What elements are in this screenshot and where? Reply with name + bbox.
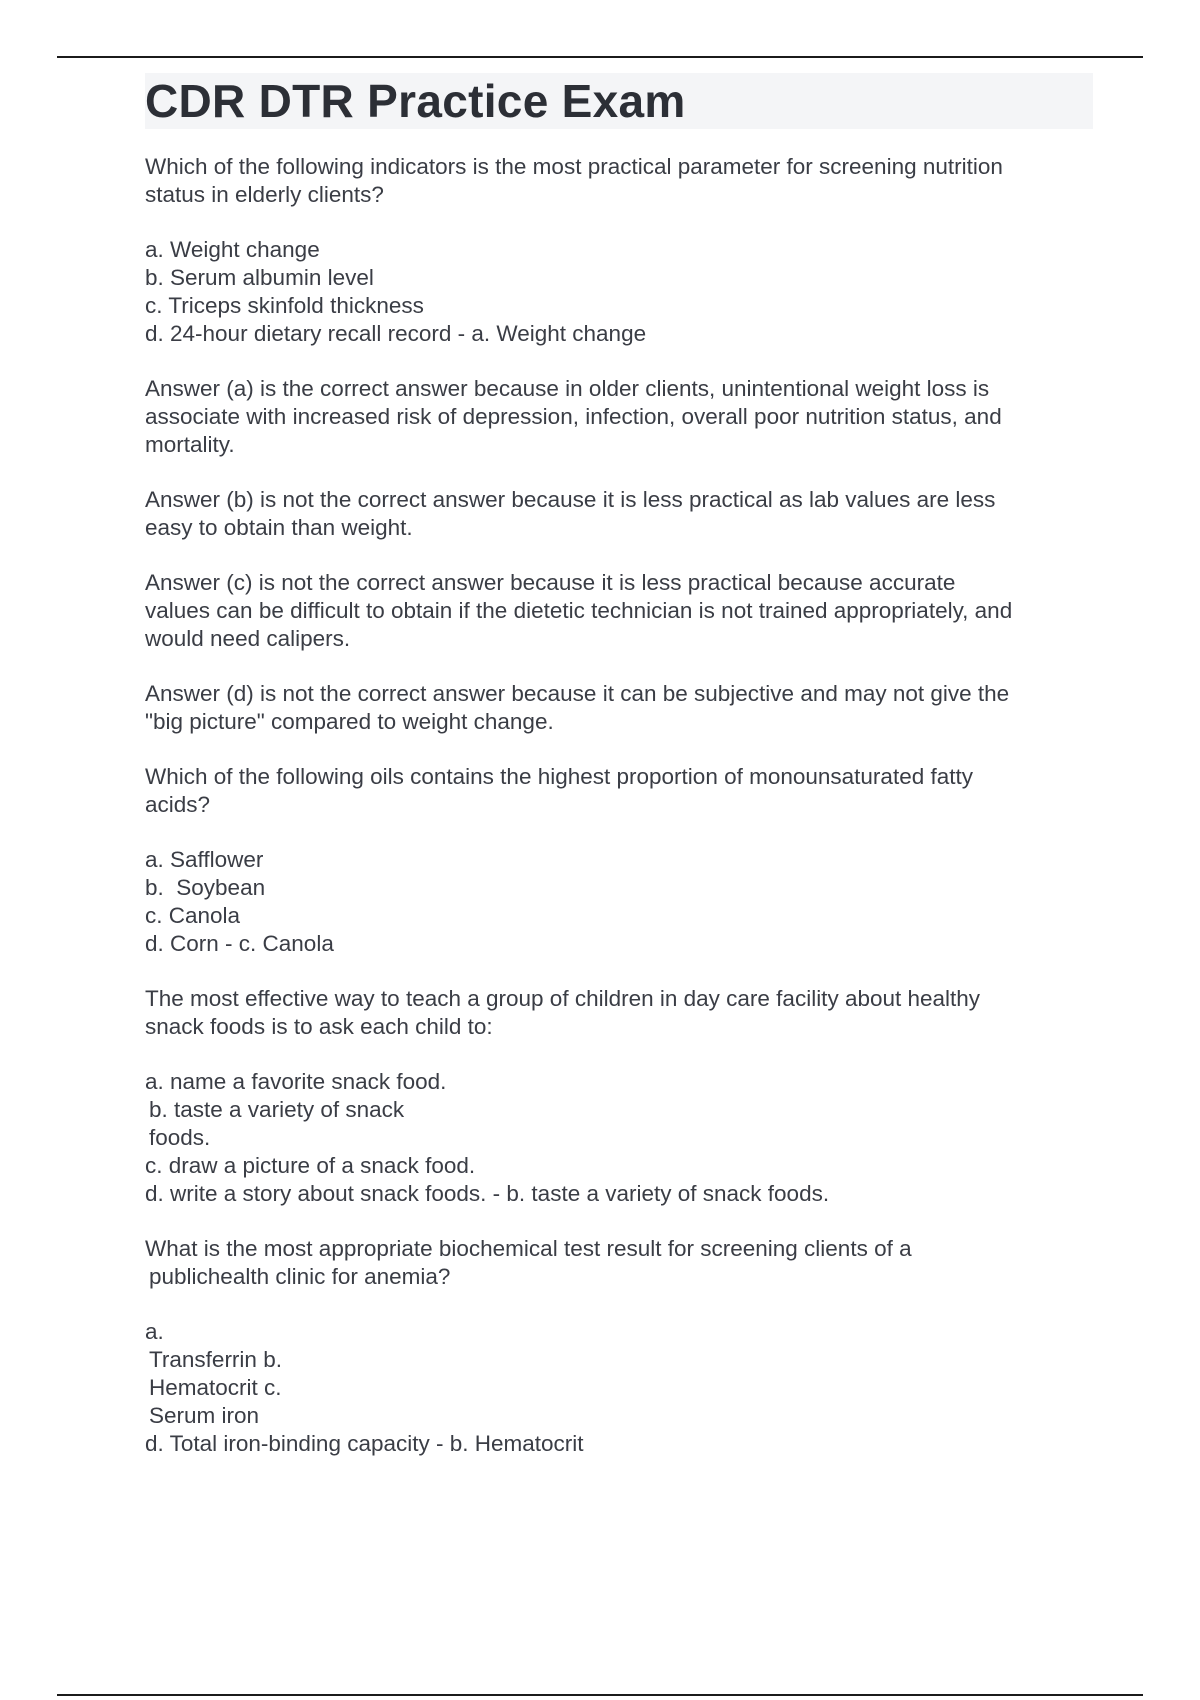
question-1-options — [145, 236, 1093, 348]
option-line: c. Triceps skinfold thickness — [145, 293, 424, 318]
explanation-b — [145, 486, 1093, 542]
explanation-line: easy to obtain than weight. — [145, 515, 413, 540]
title-band — [145, 73, 1093, 129]
question-text-line: Which of the following indicators is the most practical parameter for screening nutrition — [145, 154, 1003, 179]
explanation-a — [145, 375, 1093, 459]
explanation-line: associate with increased risk of depression, infection, overall poor nutrition status, and — [145, 404, 1002, 429]
question-3 — [145, 985, 1093, 1041]
explanation-c — [145, 569, 1093, 653]
question-2 — [145, 763, 1093, 819]
explanation-line: Answer (c) is not the correct answer because it is less practical because accurate — [145, 570, 956, 595]
exam-page — [145, 73, 1093, 1485]
question-text-line: The most effective way to teach a group of children in day care facility about healthy — [145, 986, 981, 1011]
explanation-line: Answer (a) is the correct answer because in older clients, unintentional weight loss is — [145, 376, 990, 401]
option-line: Transferrin b. — [149, 1347, 282, 1372]
question-text-line: What is the most appropriate biochemical test result for screening clients of a — [145, 1236, 912, 1261]
question-text-line: status in elderly clients? — [145, 182, 384, 207]
question-text-line: publichealth clinic for anemia? — [149, 1264, 451, 1289]
option-line: Hematocrit c. — [149, 1375, 282, 1400]
option-line: c. Canola — [145, 903, 241, 928]
option-line: d. write a story about snack foods. - b. taste a variety of snack foods. — [145, 1181, 830, 1206]
top-rule — [57, 56, 1143, 58]
question-1 — [145, 153, 1093, 209]
question-4 — [145, 1235, 1093, 1291]
question-text-line: snack foods is to ask each child to: — [145, 1014, 493, 1039]
option-line: b. Soybean — [145, 875, 266, 900]
page-title: CDR DTR Practice Exam — [145, 75, 686, 127]
option-line: d. Total iron-binding capacity - b. Hematocrit — [145, 1431, 584, 1456]
explanation-d — [145, 680, 1093, 736]
explanation-line: would need calipers. — [145, 626, 351, 651]
option-line: Serum iron — [149, 1403, 260, 1428]
option-line: d. Corn - c. Canola — [145, 931, 334, 956]
question-3-options — [145, 1068, 1093, 1208]
explanation-line: Answer (b) is not the correct answer because it is less practical as lab values are less — [145, 487, 996, 512]
explanation-line: values can be difficult to obtain if the dietetic technician is not trained appropriately, and — [145, 598, 1013, 623]
option-line: a. name a favorite snack food. — [145, 1069, 447, 1094]
bottom-rule — [57, 1694, 1143, 1696]
explanation-line: Answer (d) is not the correct answer because it can be subjective and may not give the — [145, 681, 1010, 706]
explanation-line: mortality. — [145, 432, 235, 457]
question-4-options — [145, 1318, 1093, 1458]
option-line: d. 24-hour dietary recall record - a. Weight change — [145, 321, 647, 346]
question-2-options — [145, 846, 1093, 958]
question-text-line: Which of the following oils contains the highest proportion of monounsaturated fatty — [145, 764, 973, 789]
option-line: a. Weight change — [145, 237, 320, 262]
option-line: a. Safflower — [145, 847, 264, 872]
option-line: c. draw a picture of a snack food. — [145, 1153, 476, 1178]
option-line: b. Serum albumin level — [145, 265, 374, 290]
explanation-line: "big picture" compared to weight change. — [145, 709, 554, 734]
option-line: foods. — [149, 1125, 211, 1150]
option-line: b. taste a variety of snack — [149, 1097, 405, 1122]
option-line: a. — [145, 1319, 164, 1344]
question-text-line: acids? — [145, 792, 211, 817]
